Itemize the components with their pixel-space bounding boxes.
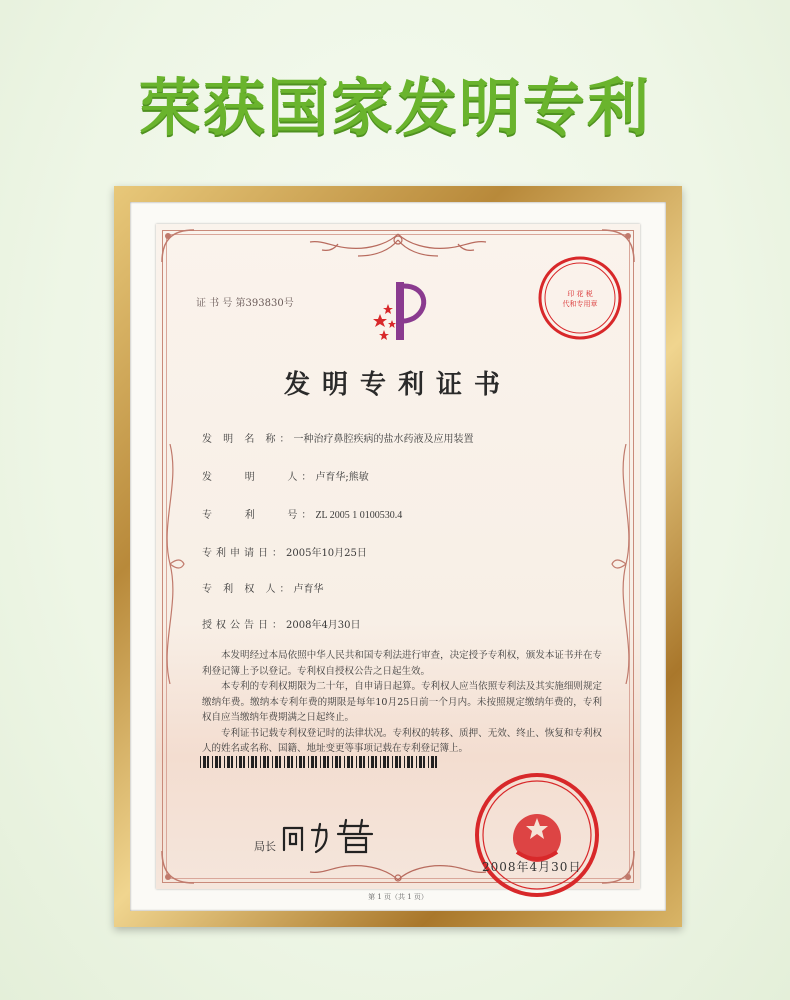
field-value: 2005年10月25日: [286, 548, 367, 559]
corner-ornament-icon: [158, 226, 198, 266]
page-number: 第 1 页（共 1 页）: [368, 893, 428, 901]
field-patentee: [202, 580, 324, 595]
director-label: 局长: [254, 840, 276, 853]
corner-ornament-icon: [158, 847, 198, 887]
bottom-ornament-icon: [298, 856, 498, 886]
body-paragraph: 本专利的专利权期限为二十年，自申请日起算。专利权人应当依照专利法及其实施细则规定缴纳年费。缴纳本专利年费的期限是每年10月25日前一个月内。未按照规定缴纳年费的，专利权自应当缴纳年费期满之日起终止。: [202, 681, 602, 723]
left-ornament-icon: [156, 444, 186, 684]
patent-office-logo-icon: [370, 278, 430, 348]
official-seal-icon: [472, 770, 602, 900]
field-value: ZL 2005 1 0100530.4: [315, 510, 403, 521]
field-label: 发 明 名 称：: [202, 434, 294, 445]
certificate-number: 证 书 号 第393830号: [196, 298, 294, 309]
field-invention-name: [202, 430, 474, 445]
barcode-icon: [200, 756, 440, 768]
fee-seal-icon: [536, 254, 624, 342]
field-patent-number: [202, 506, 402, 521]
field-label: 发 明 人：: [202, 472, 316, 483]
director-signature-icon: [276, 816, 386, 856]
certificate-paper: [156, 224, 640, 901]
corner-ornament-icon: [598, 847, 638, 887]
field-inventor: [202, 468, 369, 483]
page-headline: 荣获国家发明专利: [138, 71, 651, 144]
field-value: 2008年4月30日: [286, 620, 361, 631]
seal-date: 2008年4月30日: [482, 860, 582, 874]
right-ornament-icon: [610, 444, 640, 684]
field-value: 卢育华: [293, 584, 324, 595]
certificate-title: 发明专利证书: [283, 370, 512, 400]
body-paragraph: 专利证书记载专利权登记时的法律状况。专利权的转移、质押、无效、终止、恢复和专利权人的姓名或名称、国籍、地址变更等事项记载在专利登记簿上。: [202, 727, 602, 754]
certificate-frame: [114, 186, 682, 927]
top-ornament-icon: [298, 230, 498, 264]
body-paragraph: 本发明经过本局依照中华人民共和国专利法进行审查，决定授予专利权，颁发本证书并在专利登记簿上予以登记。专利权自授权公告之日起生效。: [202, 650, 602, 677]
certificate-body: [202, 648, 602, 757]
field-label: 专 利 权 人：: [202, 584, 294, 595]
field-label: 专 利 号：: [202, 510, 316, 521]
field-label: 授权公告日：: [202, 620, 286, 631]
field-grant-date: [202, 616, 361, 631]
field-application-date: [202, 544, 367, 559]
svg-text:印 花 税: 印 花 税: [567, 290, 593, 298]
field-label: 专利申请日：: [202, 548, 286, 559]
field-value: 一种治疗鼻腔疾病的盐水药液及应用装置: [293, 434, 474, 445]
field-value: 卢育华;熊敏: [315, 472, 369, 483]
frame-mat: [130, 202, 666, 911]
svg-text:代和专用章: 代和专用章: [562, 300, 598, 308]
